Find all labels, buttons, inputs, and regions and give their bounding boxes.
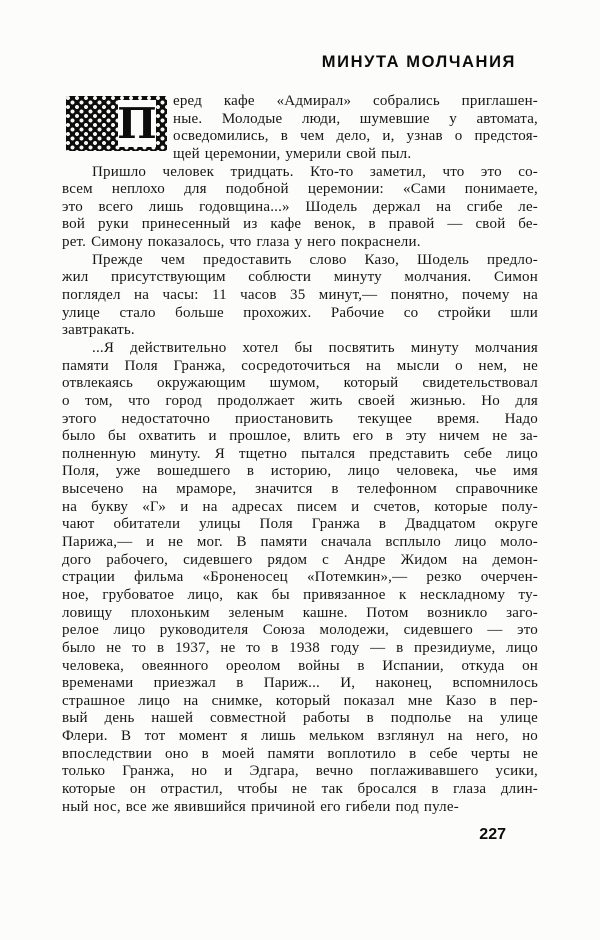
- text-line: ...Я действительно хотел бы посвятить минуту молчания: [92, 339, 538, 356]
- text-line: Парижа,— и не мог. В памяти сначала всплыло лицо моло-: [62, 534, 538, 551]
- text-line: страшное лицо на снимке, который показал мне Казо в пер-: [62, 692, 538, 709]
- text-line: Флери. В тот момент я лишь мельком взглянул на него, но: [62, 728, 538, 745]
- page-number: 227: [479, 826, 506, 843]
- text-line: полненную минуту. Я тщетно пытался представить себе лицо: [62, 445, 538, 462]
- text-line: было бы охватить и прошлое, влить его в эту ничем не за-: [62, 428, 538, 445]
- text-line: осведомились, в чем дело, и, узнав о предстоя-: [173, 128, 538, 145]
- text-line: чают обитатели улицы Поля Гранжа в Двадцатом округе: [62, 516, 538, 533]
- text-line: было не то в 1937, не то в 1938 году — в президиуме, лицо: [62, 639, 538, 656]
- text-line: улице стало больше прохожих. Рабочие со стройки шли: [62, 304, 538, 321]
- text-line: ный нос, все же явившийся причиной его гибели под пуле-: [62, 798, 459, 815]
- drop-cap-ornament: [66, 96, 167, 151]
- text-line: релое лицо руководителя Союза молодежи, сидевшего — это: [62, 622, 538, 639]
- text-line: страции фильма «Броненосец «Потемкин»,— резко очерчен-: [62, 569, 538, 586]
- text-line: памяти Поля Гранжа, сосредоточиться на мысли о нем, не: [62, 357, 538, 374]
- text-line: дого рабочего, сидевшего рядом с Андре Жидом на демон-: [62, 551, 538, 568]
- text-line: рет. Симону показалось, что глаза у него покраснели.: [62, 234, 421, 251]
- text-line: только Гранжа, но и Эдгара, вечно поглаживавшего усики,: [62, 763, 538, 780]
- text-line: на букву «Г» и на адресах писем и счетов, которые полу-: [62, 498, 538, 515]
- text-line: этого недостаточно приостановить текущее время. Надо: [62, 410, 538, 427]
- paragraphs: [62, 93, 538, 816]
- text-line: Пришло человек тридцать. Кто-то заметил, что это со-: [92, 163, 538, 180]
- text-line: которые он отрастил, чтобы не так бросался в глаза длин-: [62, 780, 538, 797]
- text-line: Поля, уже вошедшего в историю, лицо человека, чье имя: [62, 463, 538, 480]
- text-line: жил присутствующим соблюсти минуту молчания. Симон: [62, 269, 538, 286]
- text-line: временами приезжал в Париж... И, наконец, вспомнилось: [62, 675, 538, 692]
- text-line: поглядел на часы: 11 часов 35 минут,— понятно, почему на: [62, 287, 538, 304]
- text-line: ные. Молодые люди, шумевшие у автомата,: [173, 110, 538, 127]
- text-line: вой руки принесенный из кафе венок, в правой — свой бе-: [62, 216, 538, 233]
- text-line: всем неплохо для подобной церемонии: «Сами понимаете,: [62, 181, 538, 198]
- text-line: завтракать.: [62, 322, 135, 339]
- text-line: Прежде чем предоставить слово Казо, Шодель предло-: [92, 251, 538, 268]
- text-line: человека, овеянного ореолом войны в Испании, откуда он: [62, 657, 538, 674]
- text-line: о том, что город продолжает жить своей жизнью. Но для: [62, 392, 538, 409]
- text-line: отвлекаясь окружающим шумом, который свидетельствовал: [62, 375, 538, 392]
- page-body: [62, 93, 538, 816]
- text-line: еред кафе «Адмирал» собрались приглашен-: [173, 93, 538, 109]
- paragraph: [62, 252, 538, 340]
- drop-cap-letter: П: [117, 98, 157, 148]
- paragraph: [62, 340, 538, 816]
- text-line: высечено на мраморе, значится в телефонном справочнике: [62, 481, 538, 498]
- text-line: вый день нашей совместной работы в подполье на улице: [62, 710, 538, 727]
- running-header: МИНУТА МОЛЧАНИЯ: [321, 53, 516, 71]
- text-line: это всего лишь годовщина...» Шодель держал на сгибе ле-: [62, 198, 538, 215]
- text-line: впоследствии оно в моей памяти воплотило в себе черты не: [62, 745, 538, 762]
- text-line: ловищу плохоньким зеленым кашне. Потом возникло заго-: [62, 604, 538, 621]
- text-line: ное, грубоватое лицо, как бы привязанное к нескладному ту-: [62, 586, 538, 603]
- paragraph: [62, 164, 538, 252]
- text-line: щей церемонии, умерили свой пыл.: [173, 145, 412, 162]
